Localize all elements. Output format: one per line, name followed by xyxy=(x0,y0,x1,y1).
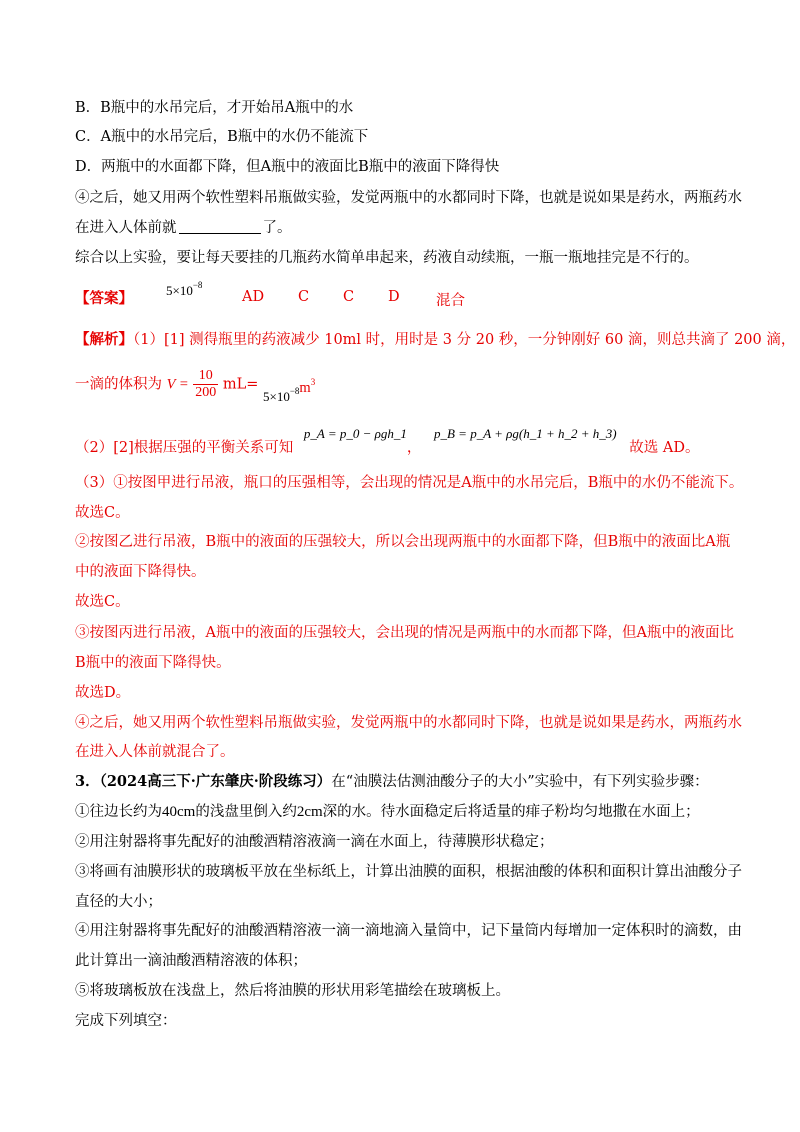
volume-fraction xyxy=(193,368,218,401)
answer-value xyxy=(166,275,202,301)
answer-item: C xyxy=(298,289,310,305)
volume-unit-exp: 3 xyxy=(310,376,316,387)
analysis-p1-text: （1）[1] 测得瓶里的药液减少 10ml 时，用时是 3 分 20 秒，一分钟刚好 60 滴，则总共滴了 200 滴， xyxy=(133,332,796,348)
step-4: ④用注射器将事先配好的油酸酒精溶液一滴一滴地滴入量筒中，记下量筒内每增加一定体积时的滴数，由 xyxy=(75,923,742,939)
analysis-p5: ③按图丙进行吊液，A瓶中的液面的压强较大，会出现的情况是两瓶中的水而都下降，但A瓶中的液面比 xyxy=(75,625,734,641)
question-3-heading xyxy=(75,772,709,792)
analysis-p2: （2）[2]根据压强的平衡关系可知 p_A = p_0 − ρgh_1， p_B = p_A + ρg(h_1 + h_2 + h_3) 故选 AD。 xyxy=(75,426,700,456)
analysis-p4: ②按图乙进行吊液，B瓶中的液面的压强较大，所以会出现两瓶中的水面都下降，但B瓶中的液面比A瓶 xyxy=(75,534,731,550)
summary-line: 综合以上实验，要让每天要挂的几瓶药水简单串起来，药液自动续瓶，一瓶一瓶地挂完是不行的。 xyxy=(75,250,699,266)
option-b: B．B瓶中的水吊完后，才开始吊A瓶中的水 xyxy=(75,100,354,116)
analysis-p1 xyxy=(75,330,795,350)
volume-denominator: 200 xyxy=(195,385,217,400)
fill-instruction: 完成下列填空： xyxy=(75,1013,177,1029)
question-4-prefix: 在进入人体前就 xyxy=(75,220,177,236)
analysis-p2-prefix: （2）[2]根据压强的平衡关系可知 xyxy=(75,440,294,456)
analysis-p5-cont: B瓶中的液面下降得快。 xyxy=(75,655,231,671)
equation-pa: p_A = p_0 − ρgh_1 xyxy=(303,426,407,441)
step-5: ⑤将玻璃板放在浅盘上，然后将油膜的形状用彩笔描绘在玻璃板上。 xyxy=(75,983,510,999)
step-1-part: 深的水。待水面稳定后将适量的痱子粉均匀地撒在水面上； xyxy=(322,804,700,820)
analysis-volume-line xyxy=(75,368,315,408)
answer-label: 【答案】 xyxy=(75,290,133,307)
volume-value-exp: −8 xyxy=(289,385,300,396)
analysis-p3: （3）①按图甲进行吊液，瓶口的压强相等，会出现的情况是A瓶中的水吊完后，B瓶中的水仍不能流下。 xyxy=(75,475,744,491)
step-2: ②用注射器将事先配好的油酸酒精溶液滴一滴在水面上，待薄膜形状稳定； xyxy=(75,834,554,850)
analysis-p4-choice: 故选C。 xyxy=(75,594,130,610)
volume-variable: V = xyxy=(166,376,189,393)
volume-unit-m3 xyxy=(299,376,316,396)
volume-unit-m: m xyxy=(299,379,311,396)
step-1-part: ①往边长约为 xyxy=(75,804,162,820)
step-1-depth: 2cm xyxy=(296,804,323,820)
option-d: D．两瓶中的水面都下降，但A瓶中的液面比B瓶中的液面下降得快 xyxy=(75,159,500,175)
answer-value-base: 5×10 xyxy=(166,283,193,298)
step-4-cont: 此计算出一滴油酸酒精溶液的体积； xyxy=(75,953,307,969)
analysis-p5-choice: 故选D。 xyxy=(75,685,131,701)
step-1 xyxy=(75,802,700,822)
answer-value-exp: −8 xyxy=(192,280,203,290)
step-1-part: 的浅盘里倒入约 xyxy=(195,804,297,820)
analysis-label: 【解析】 xyxy=(75,331,133,348)
answer-item: 混合 xyxy=(436,293,465,309)
question-4-suffix: 了。 xyxy=(262,220,292,236)
option-c: C．A瓶中的水吊完后，B瓶中的水仍不能流下 xyxy=(75,129,369,145)
analysis-volume-prefix: 一滴的体积为 xyxy=(75,376,162,393)
answer-item: AD xyxy=(242,289,265,305)
question-4-line2 xyxy=(75,218,292,238)
analysis-p4-cont: 中的液面下降得快。 xyxy=(75,564,206,580)
analysis-p3-choice: 故选C。 xyxy=(75,505,130,521)
answer-item: C xyxy=(343,289,355,305)
answer-blank xyxy=(179,219,261,234)
step-3: ③将画有油膜形状的玻璃板平放在坐标纸上，计算出油膜的面积，根据油酸的体积和面积计算出油酸分子 xyxy=(75,864,742,880)
analysis-p6: ④之后，她又用两个软性塑料吊瓶做实验，发觉两瓶中的水都同时下降，也就是说如果是药水，两瓶药水 xyxy=(75,715,742,731)
question-3-number: 3． xyxy=(75,773,100,790)
analysis-p2-suffix: 故选 AD。 xyxy=(629,440,700,456)
question-3-source: （2024高三下·广东肇庆·阶段练习） xyxy=(99,773,332,790)
equation-pb: p_B = p_A + ρg(h_1 + h_2 + h_3) xyxy=(433,426,617,441)
volume-value xyxy=(262,385,300,404)
volume-value-base: 5×10 xyxy=(262,388,290,404)
volume-numerator: 10 xyxy=(193,368,218,385)
analysis-p6-cont: 在进入人体前就混合了。 xyxy=(75,744,235,760)
question-3-text: 在“油膜法估测油酸分子的大小”实验中，有下列实验步骤： xyxy=(331,774,709,790)
volume-unit-ml: mL= xyxy=(222,376,259,393)
answer-item: D xyxy=(388,289,400,305)
step-3-cont: 直径的大小； xyxy=(75,894,162,910)
step-1-length: 40cm xyxy=(162,804,196,820)
question-4-line1: ④之后，她又用两个软性塑料吊瓶做实验，发觉两瓶中的水都同时下降，也就是说如果是药水，两瓶药水 xyxy=(75,190,742,206)
